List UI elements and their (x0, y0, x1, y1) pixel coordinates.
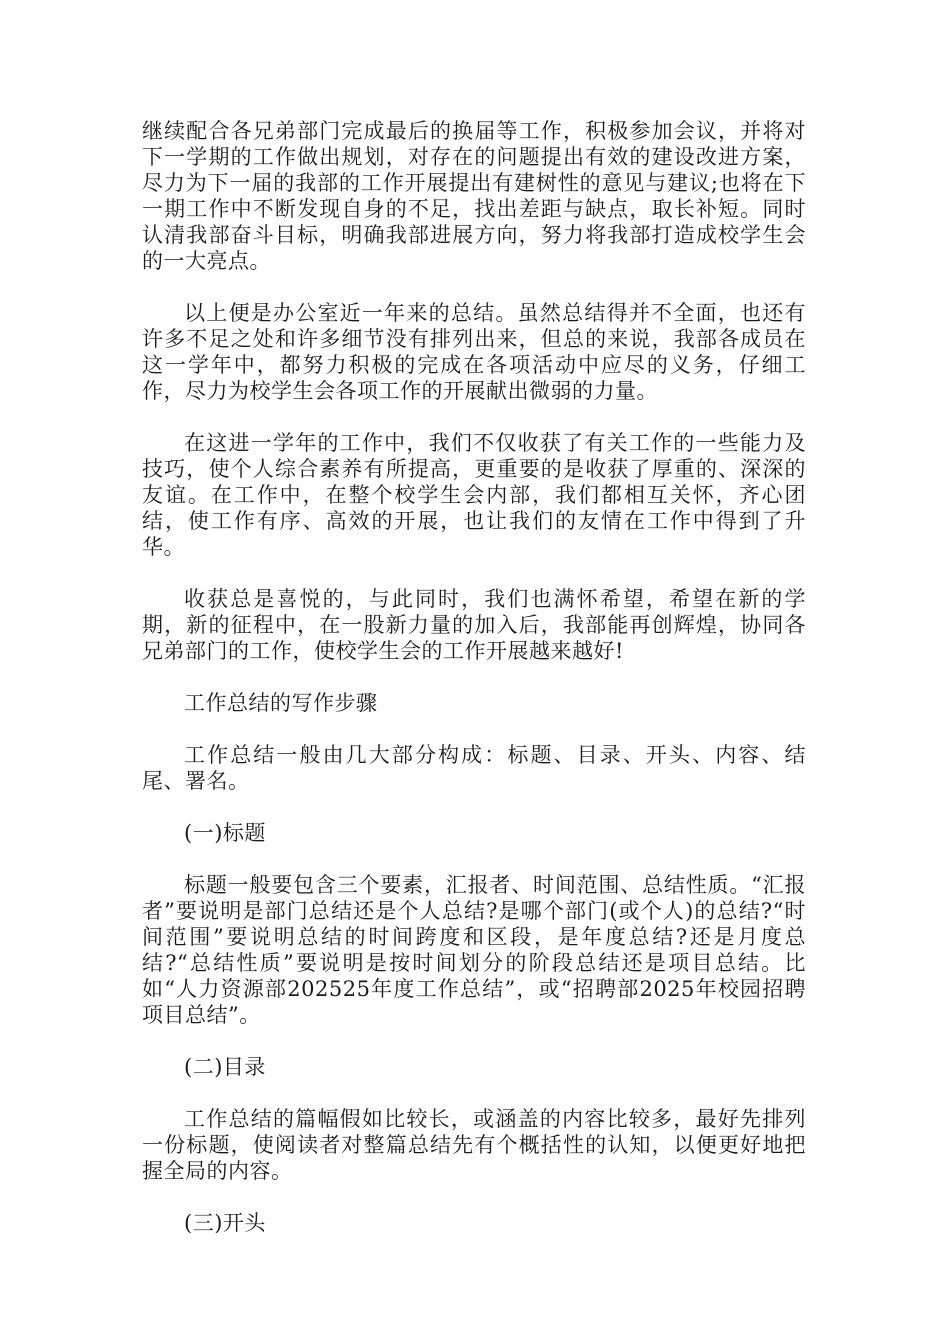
paragraph-hope: 收获总是喜悦的，与此同时，我们也满怀希望，希望在新的学期，新的征程中，在一股新力量的加入后，我部能再创辉煌，协同各兄弟部门的工作，使校学生会的工作开展越来越好! (142, 587, 806, 663)
section-heading-toc: (二)目录 (184, 1055, 266, 1079)
paragraph-toc: 工作总结的篇幅假如比较长，或涵盖的内容比较多，最好先排列一份标题，使阅读者对整篇总结先有个概括性的认知，以便更好地把握全局的内容。 (142, 1107, 806, 1183)
paragraph-office-summary: 以上便是办公室近一年来的总结。虽然总结得并不全面，也还有许多不足之处和许多细节没有排列出来，但总的来说，我部各成员在这一学年中，都努力积极的完成在各项活动中应尽的义务，仔细工作，尽力为校学生会各项工作的开展献出微弱的力量。 (142, 301, 806, 403)
paragraph-continue-work: 继续配合各兄弟部门完成最后的换届等工作，积极参加会议，并将对下一学期的工作做出规划，对存在的问题提出有效的建设改进方案，尽力为下一届的我部的工作开展提出有建树性的意见与建议;也将在下一期工作中不断发现自身的不足，找出差距与缺点，取长补短。同时认清我部奋斗目标，明确我部进展方向，努力将我部打造成校学生会的一大亮点。 (142, 119, 806, 273)
section-heading-title: (一)标题 (184, 821, 266, 845)
paragraph-title-elements: 标题一般要包含三个要素，汇报者、时间范围、总结性质。“汇报者”要说明是部门总结还是个人总结?是哪个部门(或个人)的总结?“时间范围”要说明总结的时间跨度和区段，是年度总结?还是月度总结?“总结性质”要说明是按时间划分的阶段总结还是项目总结。比如“人力资源部202525年度工作总结”，或“招聘部2025年校园招聘项目总结”。 (142, 873, 806, 1027)
section-heading-writing-steps: 工作总结的写作步骤 (184, 691, 378, 715)
document-body (142, 118, 806, 1262)
paragraph-friendship: 在这进一学年的工作中，我们不仅收获了有关工作的一些能力及技巧，使个人综合素养有所提高，更重要的是收获了厚重的、深深的友谊。在工作中，在整个校学生会内部，我们都相互关怀，齐心团结，使工作有序、高效的开展，也让我们的友情在工作中得到了升华。 (142, 431, 806, 559)
section-heading-opening: (三)开头 (184, 1211, 266, 1235)
paragraph-structure: 工作总结一般由几大部分构成：标题、目录、开头、内容、结尾、署名。 (142, 743, 806, 793)
